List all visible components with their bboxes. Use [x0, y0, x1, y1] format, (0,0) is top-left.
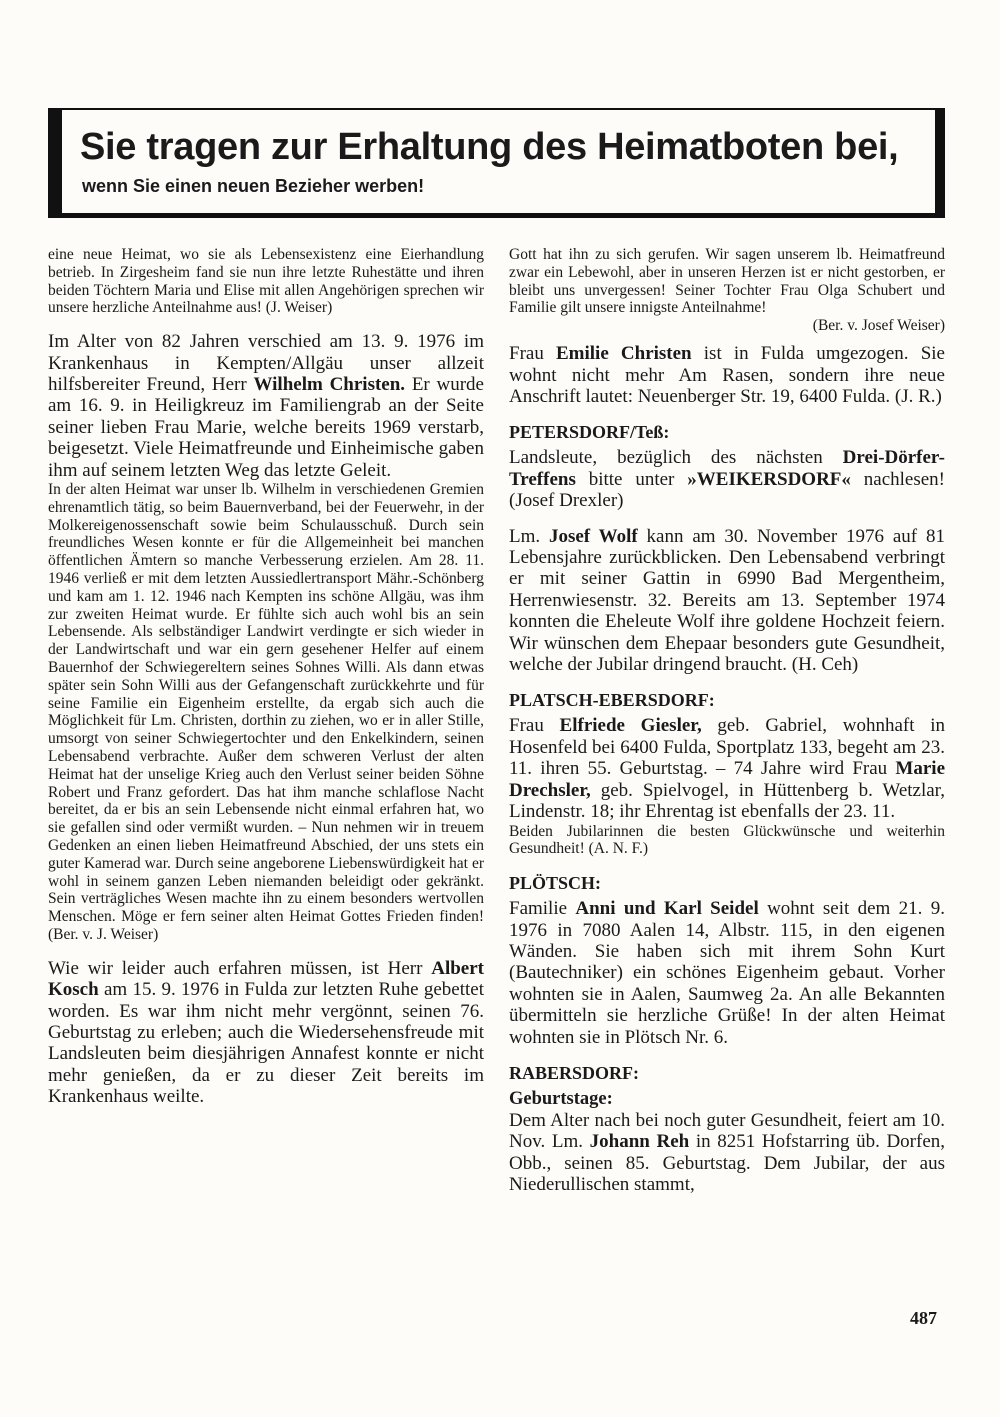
paragraph-josef-wolf: Lm. Josef Wolf kann am 30. November 1976 auf 81 Lebensjahre zurückblicken. Den Lebensabend verbringt er mit seiner Gattin in 6990 Bad Mergentheim, Herrenwiesenstr. 32. Bereits am 13. September 1974 konnten die Eheleute Wolf ihre goldene Hochzeit feiern. Wir wünschen dem Ehepaar besonders gute Gesundheit, welche der Jubilar dringend braucht. (H. Ceh)	[509, 525, 945, 676]
paragraph-drei-doerfer: Landsleute, bezüglich des nächsten Drei-Dörfer-Treffens bitte unter »WEIKERSDORF« nachlesen! (Josef Drexler)	[509, 447, 946, 512]
paragraph-alte-heimat: In der alten Heimat war unser lb. Wilhelm in verschiedenen Gremien ehrenamtlich tätig, so beim Bauernverband, bei der Feuerwehr, in der Molkereigenossenschaft sowie beim Schulausschuß. Durch sein freundliches Wesen konnte er für die Allgemeinheit bei manchen öffentlichen Ämtern so manche Verbesserung erzielen. Am 28. 11. 1946 verließ er mit dem letzten Aussiedlertransport Mähr.-Schönberg und kam am 1. 12. 1946 nach Kempten ins schöne Allgäu, was ihm zur zweiten Heimat wurde. Er fühlte sich auch wohl bis an sein Lebensende. Als selbständiger Landwirt verdingte er sich wieder in der Landwirtschaft und war ein gern gesehener Helfer auf einem Bauernhof der Schwiegereltern seines Sohnes Willi. Als dann etwas später sein Sohn Willi aus der Gefangenschaft zurückkehrte und für seine Familie ein Eigenheim erstellte, da ergab sich auch die Möglichkeit für Lm. Christen, dorthin zu ziehen, wo er in aller Stille, umsorgt von seiner Schwiegertochter und den Enkelkindern, seinen Lebensabend verbrachte. Außer dem schweren Verlust der alten Heimat hat der unselige Krieg auch den Verlust seiner beiden Söhne Robert und Franz gefordert. Das hat ihm manche schlaflose Nacht bereitet, da er bis an sein Lebensende nicht einmal erfahren hat, wo sie gefallen sind oder vermißt wurden. – Nun nehmen wir in treuem Gedenken an einen lieben Heimatfreund Abschied, der uns stets ein guter Kamerad war. Durch seine angeborene Liebenswürdigkeit hat er wohl in seinem ganzen Leben niemanden beleidigt oder gekränkt. Sein verträgliches Wesen machte ihn zu einem besonders wertvollen Menschen. Möge er fern seiner alten Heimat Gottes Frieden finden! (Ber. v. J. Weiser)	[48, 481, 484, 943]
subheading-geburtstage: Geburtstage:	[509, 1088, 613, 1109]
name-johann-reh: Johann Reh	[589, 1131, 690, 1153]
paragraph-johann-reh: Dem Alter nach bei noch guter Gesundheit, feiert am 10. Nov. Lm. Johann Reh in 8251 Hofstarring üb. Dorfen, Obb., seinen 85. Geburtstag. Dem Jubilar, der aus Niederullischen stammt,	[509, 1109, 946, 1196]
paragraph-emilie-christen: Frau Emilie Christen ist in Fulda umgezogen. Sie wohnt nicht mehr Am Rasen, sondern ihre neue Anschrift lautet: Neuenberger Str. 19, 6400 Fulda. (J. R.)	[509, 343, 945, 407]
paragraph-glueckwuensche: Beiden Jubilarinnen die besten Glückwünsche und weiterhin Gesundheit! (A. N. F.)	[509, 822, 945, 858]
paragraph-seidel: Familie Anni und Karl Seidel wohnt seit dem 21. 9. 1976 in 7080 Aalen 14, Albstr. 115, in den eigenen Wänden. Sie haben sich mit ihrem Sohn Kurt (Bautechniker) ein schönes Eigenheim gebaut. Vorher wohnten sie in Aalen, Saumweg 2a. An alle Bekannten übermitteln sie herzliche Grüße! In der alten Heimat wohnten sie in Plötsch Nr. 6.	[509, 898, 945, 1048]
left-column	[48, 246, 484, 1108]
banner-subtitle: wenn Sie einen neuen Bezieher werben!	[82, 176, 425, 196]
name-marie-drechsler: Marie Drechsler,	[509, 758, 945, 801]
heading-petersdorf: PETERSDORF/Teß:	[509, 422, 670, 443]
name-albert-kosch: Albert Kosch	[48, 957, 484, 1001]
paragraph-gott-gerufen: Gott hat ihn zu sich gerufen. Wir sagen unserem lb. Heimatfreund zwar ein Lebewohl, aber in unseren Herzen ist er nicht gestorben, er bleibt uns unvergessen! Seiner Tochter Frau Olga Schubert und Familie gilt unsere innigste Anteilnahme!	[509, 246, 945, 317]
paragraph-albert-kosch: Wie wir leider auch erfahren müssen, ist Herr Albert Kosch am 15. 9. 1976 in Fulda zur letzten Ruhe gebettet worden. Es war ihm nicht mehr vergönnt, seinen 76. Geburtstag zu erleben; auch die Wiedersehensfreude mit Landsleuten beim diesjährigen Annafest konnte er nicht mehr genießen, da er zu dieser Zeit bereits im Krankenhaus weilte.	[48, 957, 484, 1108]
name-elfriede-giesler: Elfriede Giesler,	[559, 715, 702, 737]
signature-weiser: (Ber. v. Josef Weiser)	[812, 317, 945, 335]
banner-title: Sie tragen zur Erhaltung des Heimatboten bei,	[80, 126, 899, 168]
name-josef-wolf: Josef Wolf	[548, 525, 638, 547]
page-number: 487	[910, 1308, 937, 1328]
paragraph-eierhandlung: eine neue Heimat, wo sie als Lebensexistenz eine Eierhandlung betrieb. In Zirgesheim fand sie nun ihre letzte Ruhestätte und ihren beiden Töchtern Maria und Elise mit allen Angehörigen sprechen wir unsere herzliche Anteilnahme aus! (J. Weiser)	[48, 246, 484, 317]
name-weikersdorf: »WEIKERSDORF«	[687, 468, 851, 490]
right-column	[509, 246, 945, 1196]
heading-rabersdorf: RABERSDORF:	[509, 1062, 640, 1083]
name-emilie-christen: Emilie Christen	[555, 343, 692, 365]
paragraph-giesler-drechsler: Frau Elfriede Giesler, geb. Gabriel, wohnhaft in Hosenfeld bei 6400 Fulda, Sportplatz 133, begeht am 23. 11. ihren 55. Geburtstag. – 74 Jahre wird Frau Marie Drechsler, geb. Spielvogel, in Hüttenberg b. Wetzlar, Lindenstr. 18; ihr Ehrentag ist ebenfalls der 23. 11.	[509, 715, 945, 823]
banner-box	[48, 108, 945, 218]
heading-platsch-ebersdorf: PLATSCH-EBERSDORF:	[509, 690, 715, 711]
name-drei-doerfer-treffen: Drei-Dörfer-Treffens	[509, 447, 945, 490]
paragraph-wilhelm-christen: Im Alter von 82 Jahren verschied am 13. 9. 1976 im Krankenhaus in Kempten/Allgäu unser allzeit hilfsbereiter Freund, Herr Wilhelm Christen. Er wurde am 16. 9. in Heiligkreuz im Familiengrab an der Seite seiner lieben Frau Marie, welche bereits 1969 verstarb, beigesetzt. Viele Heimatfreunde und Einheimische gaben ihm auf seinem letzten Weg das letzte Geleit.	[48, 331, 484, 481]
name-anni-karl-seidel: Anni und Karl Seidel	[575, 898, 759, 920]
name-wilhelm-christen: Wilhelm Christen.	[253, 374, 406, 395]
heading-ploetsch: PLÖTSCH:	[509, 873, 602, 894]
